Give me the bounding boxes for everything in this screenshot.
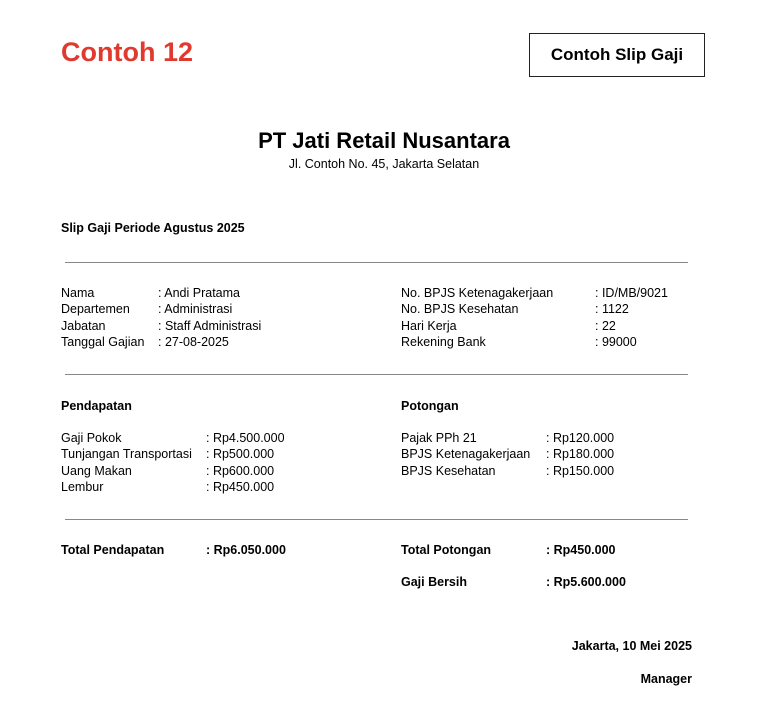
- company-name: PT Jati Retail Nusantara: [258, 128, 510, 153]
- income-label: Lembur: [61, 479, 104, 494]
- info-label: Departemen: [61, 302, 130, 317]
- income-value: : Rp600.000: [206, 463, 275, 478]
- deduction-label: BPJS Kesehatan: [401, 463, 496, 478]
- example-label: Contoh 12: [61, 37, 193, 67]
- divider: [65, 262, 688, 263]
- signature-role: Manager: [640, 672, 692, 686]
- info-value: : 22: [595, 318, 616, 333]
- deduction-value: : Rp120.000: [546, 431, 615, 445]
- info-label: No. BPJS Ketenagakerjaan: [401, 286, 554, 300]
- deduction-value: : Rp180.000: [546, 447, 615, 462]
- total-deductions-value: : Rp450.000: [546, 543, 616, 557]
- income-value: : Rp4.500.000: [206, 431, 285, 445]
- deduction-value: : Rp150.000: [546, 463, 615, 478]
- info-label: Nama: [61, 286, 95, 300]
- deduction-label: BPJS Ketenagakerjaan: [401, 447, 531, 462]
- info-value: : Andi Pratama: [158, 286, 240, 300]
- signature-place-date: Jakarta, 10 Mei 2025: [571, 639, 692, 653]
- divider: [65, 374, 688, 375]
- slip-title: Contoh Slip Gaji: [550, 45, 684, 64]
- info-value: : Staff Administrasi: [158, 318, 262, 333]
- income-value: : Rp450.000: [206, 479, 275, 494]
- info-label: Rekening Bank: [401, 334, 486, 349]
- income-label: Gaji Pokok: [61, 431, 122, 445]
- income-label: Tunjangan Transportasi: [61, 447, 192, 462]
- net-salary-value: : Rp5.600.000: [546, 575, 626, 589]
- income-heading: Pendapatan: [61, 399, 132, 413]
- net-salary-label: Gaji Bersih: [401, 575, 467, 589]
- info-value: : 99000: [595, 334, 637, 349]
- info-label: Jabatan: [61, 318, 106, 333]
- info-value: : 27-08-2025: [158, 334, 229, 349]
- income-label: Uang Makan: [61, 463, 132, 478]
- info-label: Hari Kerja: [401, 318, 457, 333]
- deductions-heading: Potongan: [401, 399, 459, 413]
- info-value: : 1122: [595, 302, 629, 317]
- total-deductions-label: Total Potongan: [401, 543, 492, 557]
- total-income-label: Total Pendapatan: [61, 543, 165, 557]
- company-address: Jl. Contoh No. 45, Jakarta Selatan: [288, 157, 480, 171]
- total-income-value: : Rp6.050.000: [206, 543, 286, 557]
- info-value: : Administrasi: [158, 302, 233, 317]
- info-label: No. BPJS Kesehatan: [401, 302, 519, 317]
- slip-period: Slip Gaji Periode Agustus 2025: [61, 221, 245, 235]
- deduction-label: Pajak PPh 21: [401, 431, 477, 445]
- info-label: Tanggal Gajian: [61, 334, 145, 349]
- divider: [65, 519, 688, 520]
- slip-title-box: [529, 33, 705, 77]
- info-value: : ID/MB/9021: [595, 286, 668, 300]
- income-value: : Rp500.000: [206, 447, 275, 462]
